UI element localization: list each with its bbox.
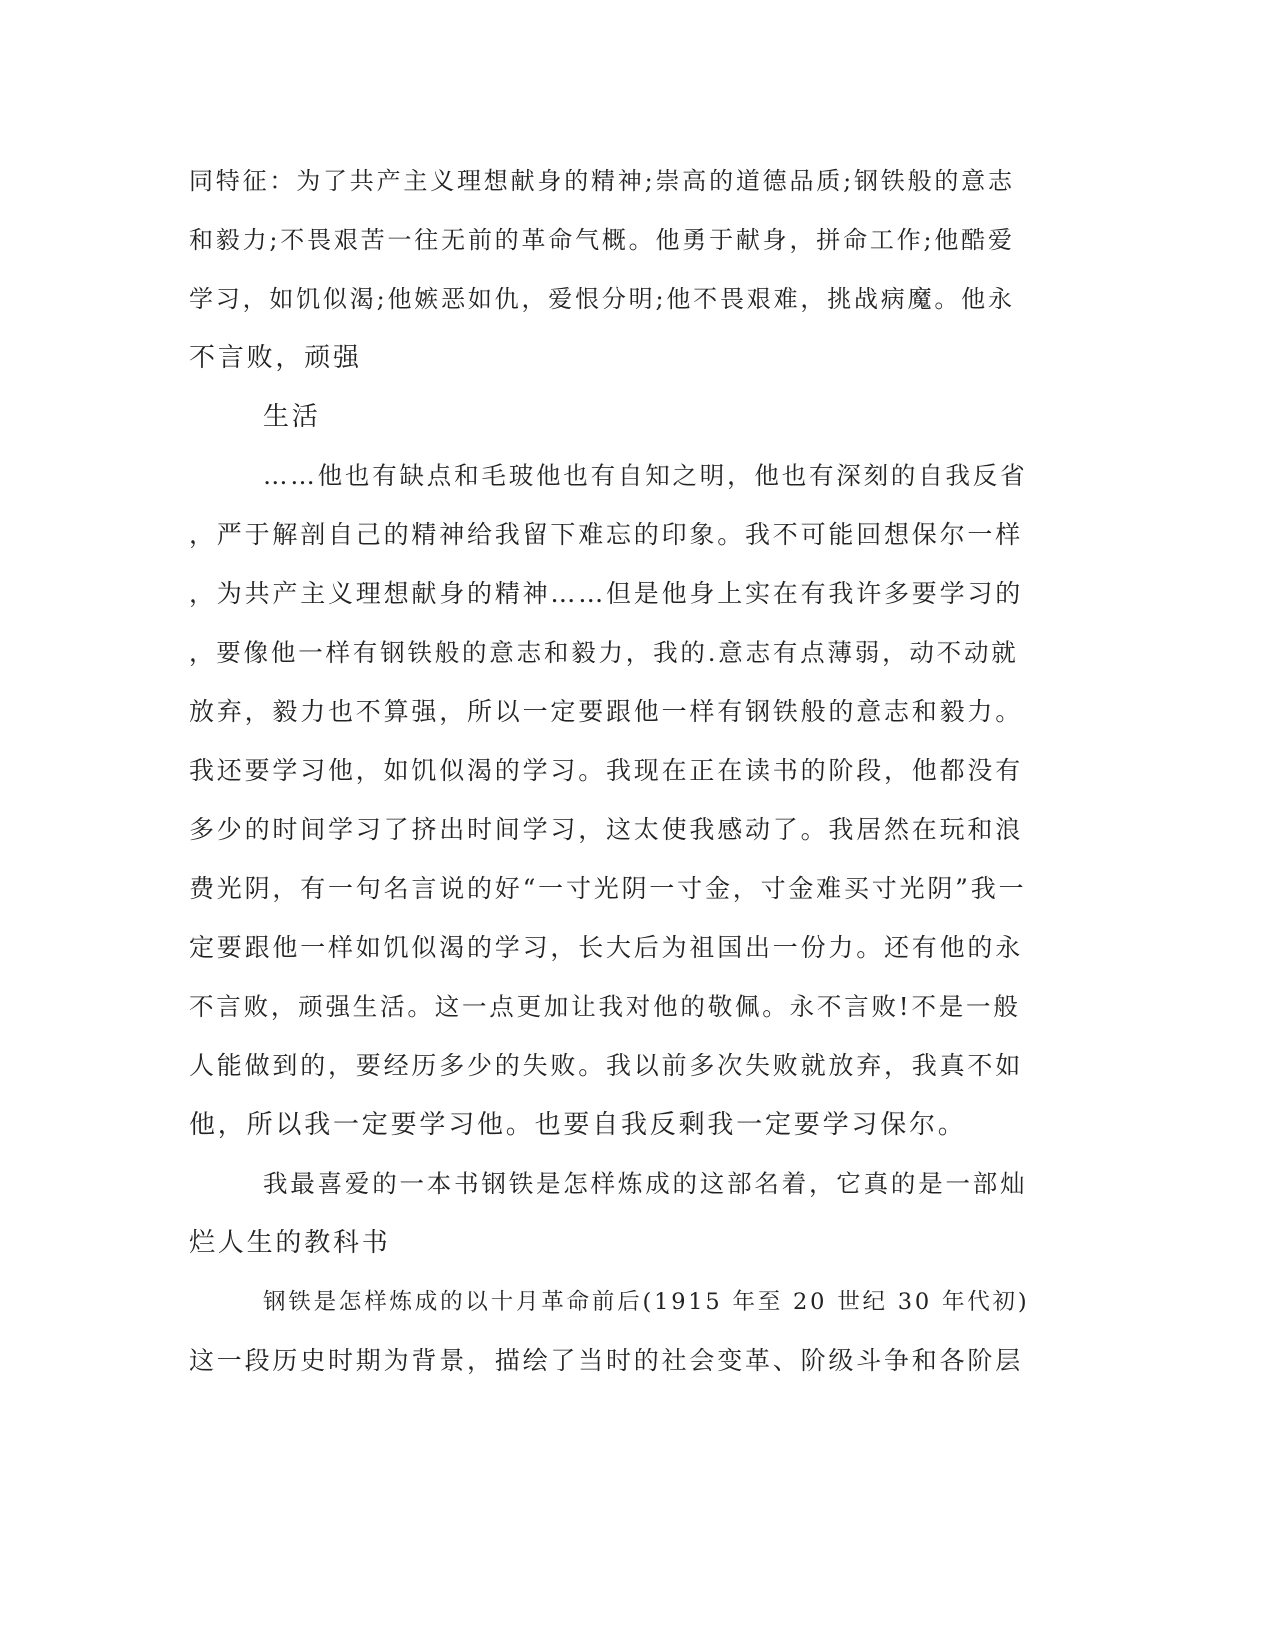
paragraph-3-line-4: ，要像他一样有钢铁般的意志和毅力，我的.意志有点薄弱，动不动就 [189, 638, 1019, 667]
paragraph-1-line-1: 同特征：为了共产主义理想献身的精神;崇高的道德品质;钢铁般的意志 [189, 167, 1015, 195]
paragraph-3-line-11: 人能做到的，要经历多少的失败。我以前多次失败就放弃，我真不如 [189, 1051, 1024, 1080]
paragraph-5-line-2: 这一段历史时期为背景，描绘了当时的社会变革、阶级斗争和各阶层 [189, 1346, 1024, 1375]
paragraph-2-line-1: 生活 [263, 402, 321, 432]
paragraph-3-line-6: 我还要学习他，如饥似渴的学习。我现在正在读书的阶段，他都没有 [189, 756, 1024, 785]
paragraph-3-line-8: 费光阴，有一句名言说的好“一寸光阴一寸金，寸金难买寸光阴”我一 [189, 874, 1027, 903]
paragraph-1-line-3: 学习，如饥似渴;他嫉恶如仇，爱恨分明;他不畏艰难，挑战病魔。他永 [189, 285, 1015, 313]
paragraph-3-line-1: ……他也有缺点和毛玻他也有自知之明，他也有深刻的自我反省 [263, 461, 1028, 490]
paragraph-3-line-5: 放弃，毅力也不算强，所以一定要跟他一样有钢铁般的意志和毅力。 [189, 697, 1024, 726]
paragraph-3-line-10: 不言败，顽强生活。这一点更加让我对他的敬佩。永不言败!不是一般 [189, 992, 1021, 1021]
paragraph-3-line-9: 定要跟他一样如饥似渴的学习，长大后为祖国出一份力。还有他的永 [189, 933, 1024, 962]
paragraph-4-line-1: 我最喜爱的一本书钢铁是怎样炼成的这部名着，它真的是一部灿 [263, 1169, 1028, 1198]
paragraph-3-line-7: 多少的时间学习了挤出时间学习，这太使我感动了。我居然在玩和浪 [189, 815, 1024, 844]
paragraph-3-line-12: 他，所以我一定要学习他。也要自我反剩我一定要学习保尔。 [189, 1110, 967, 1140]
paragraph-1-line-4: 不言败，顽强 [189, 343, 362, 373]
paragraph-5-line-1: 钢铁是怎样炼成的以十月革命前后(1915 年至 20 世纪 30 年代初) [263, 1289, 1030, 1315]
paragraph-3-line-2: ，严于解剖自己的精神给我留下难忘的印象。我不可能回想保尔一样 [189, 520, 1024, 549]
paragraph-3-line-3: ，为共产主义理想献身的精神……但是他身上实在有我许多要学习的 [189, 579, 1024, 608]
paragraph-1-line-2: 和毅力;不畏艰苦一往无前的革命气概。他勇于献身，拼命工作;他酷爱 [189, 226, 1015, 254]
paragraph-4-line-2: 烂人生的教科书 [189, 1228, 391, 1258]
